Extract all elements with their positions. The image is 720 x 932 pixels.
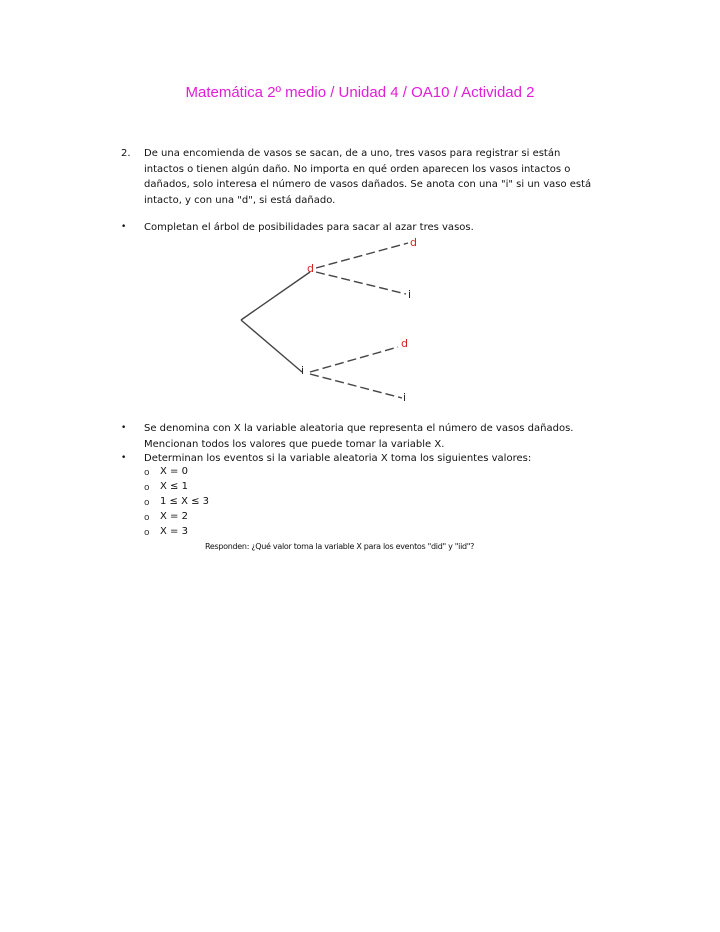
tree-branch — [316, 243, 408, 268]
bullet-icon: • — [121, 453, 127, 463]
bullet-icon: • — [121, 222, 127, 232]
item-paragraph — [144, 146, 614, 208]
tree-leaf-i: i — [403, 391, 407, 404]
tree-leaf-d: d — [401, 337, 408, 350]
bullet-text-variable — [144, 421, 573, 452]
bullet-text-tree: Completan el árbol de posibilidades para sacar al azar tres vasos. — [144, 222, 474, 233]
probability-tree — [230, 232, 430, 407]
tree-node-i: i — [301, 364, 305, 377]
sub-bullet-icon: o — [144, 528, 150, 538]
item-number: 2. — [121, 148, 131, 159]
bullet-icon: • — [121, 423, 127, 433]
bullet-line: Mencionan todos los valores que puede tomar la variable X. — [144, 438, 445, 450]
tree-branch — [310, 347, 398, 372]
tree-branch — [241, 272, 310, 320]
tree-branch — [316, 272, 406, 294]
question-text: Responden: ¿Qué valor toma la variable X para los eventos "did" y "iid"? — [205, 542, 475, 551]
sub-item: X = 3 — [160, 526, 188, 537]
page-title: Matemática 2º medio / Unidad 4 / OA10 / Actividad 2 — [185, 84, 535, 101]
paragraph-line: dañados, solo interesa el número de vasos dañados. Se anota con una "i" si un vaso está — [144, 179, 592, 190]
tree-branch — [241, 320, 302, 372]
tree-branch — [310, 374, 402, 398]
sub-item: X = 0 — [160, 466, 188, 477]
paragraph-line: intacto, y con una "d", si está dañado. — [144, 194, 336, 206]
sub-item: X = 2 — [160, 511, 188, 522]
bullet-line: Se denomina con X la variable aleatoria que representa el número de vasos dañados. — [144, 423, 574, 434]
bullet-text-events: Determinan los eventos si la variable aleatoria X toma los siguientes valores: — [144, 453, 532, 464]
paragraph-line: intactos o tienen algún daño. No importa en qué orden aparecen los vasos intactos o — [144, 163, 571, 175]
paragraph-line: De una encomienda de vasos se sacan, de a uno, tres vasos para registrar si están — [144, 148, 561, 159]
tree-leaf-i: i — [408, 288, 412, 301]
tree-node-d: d — [307, 262, 314, 275]
sub-item: 1 ≤ X ≤ 3 — [160, 496, 210, 507]
sub-bullet-icon: o — [144, 468, 150, 478]
sub-bullet-icon: o — [144, 483, 150, 493]
tree-leaf-d: d — [410, 236, 417, 249]
sub-bullet-icon: o — [144, 498, 150, 508]
sub-bullet-icon: o — [144, 513, 150, 523]
sub-item: X ≤ 1 — [160, 481, 188, 492]
